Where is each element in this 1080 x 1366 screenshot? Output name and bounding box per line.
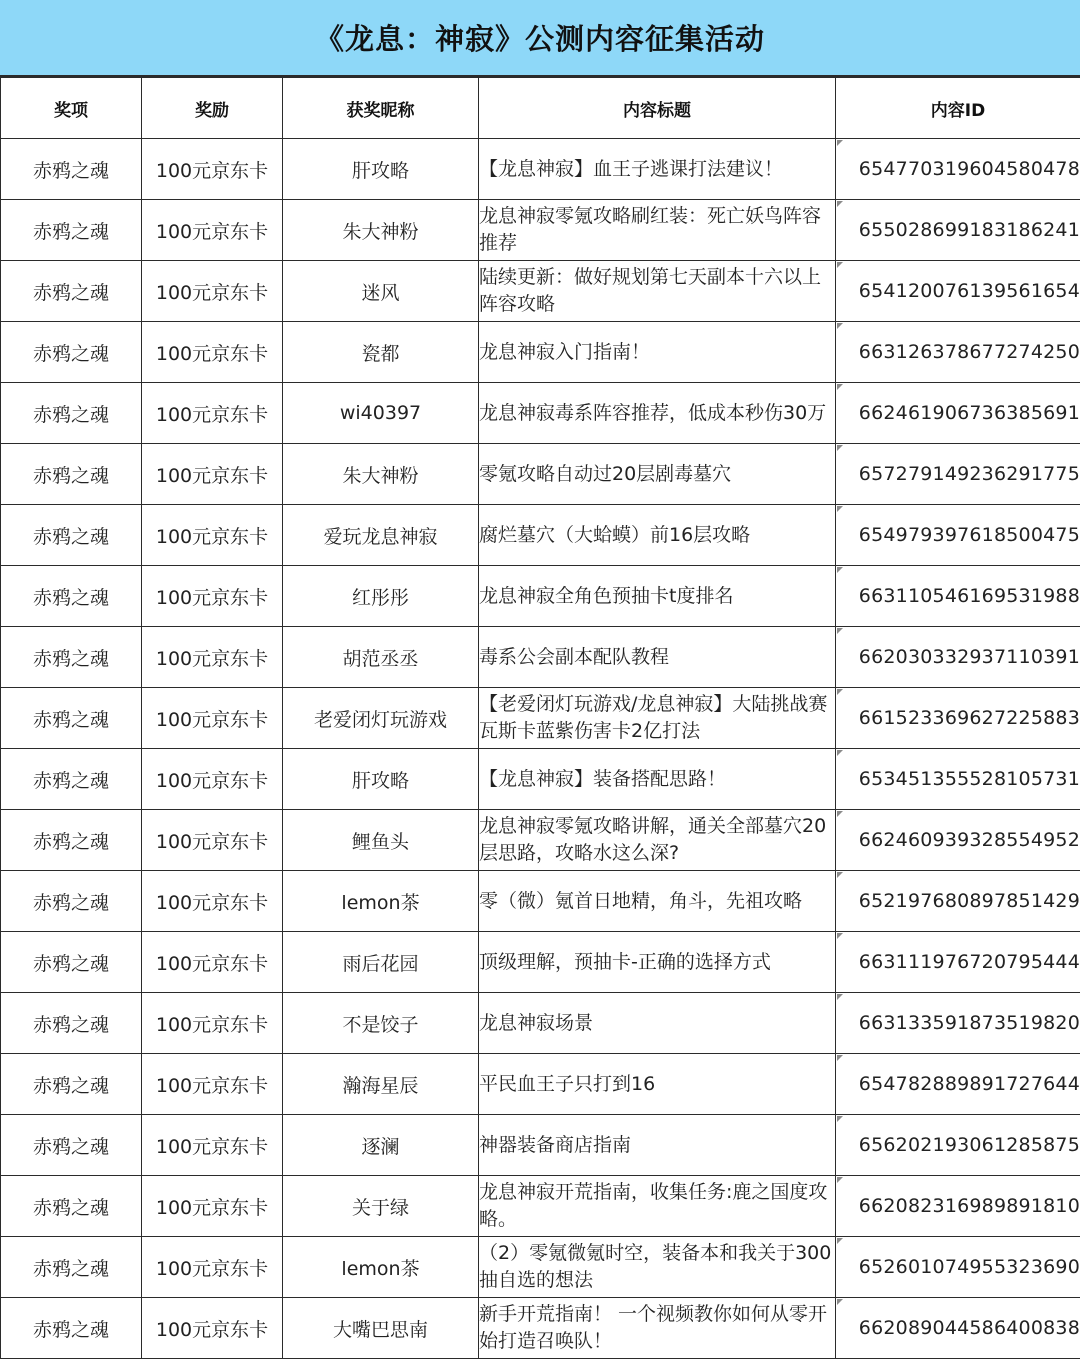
cell-content-id [836, 1298, 1080, 1359]
cell-award-text: 赤鸦之魂 [32, 769, 109, 792]
cell-content-title-text: 腐烂墓穴（大蛤蟆）前16层攻略 [479, 523, 751, 546]
cell-award [1, 1176, 142, 1237]
cell-nickname-text: 不是饺子 [342, 1013, 419, 1036]
cell-content-id-text: 662082316989891810 [858, 1195, 1080, 1217]
cell-award [1, 261, 142, 322]
cell-content-id-text: 661523369627225883 [858, 707, 1080, 729]
cell-award-text: 赤鸦之魂 [32, 708, 109, 731]
cell-content-title [479, 383, 836, 444]
cell-reward [142, 871, 283, 932]
cell-nickname-text: 关于绿 [351, 1196, 409, 1219]
cell-content-title-text: 龙息神寂入门指南！ [479, 340, 651, 363]
cell-reward [142, 1115, 283, 1176]
table-row [1, 1237, 1080, 1298]
cell-content-title-text: 龙息神寂毒系阵容推荐，低成本秒伤30万 [479, 401, 827, 424]
cell-content-id [836, 139, 1080, 200]
cell-content-title-text: 【龙息神寂】血王子逃课打法建议！ [479, 157, 784, 180]
cell-nickname-text: 朱大神粉 [342, 464, 419, 487]
cell-award [1, 1237, 142, 1298]
header-content-title: 内容标题 [479, 78, 836, 139]
cell-content-id [836, 200, 1080, 261]
cell-reward [142, 505, 283, 566]
cell-award-text: 赤鸦之魂 [32, 647, 109, 670]
cell-reward-text: 100元京东卡 [155, 1318, 269, 1341]
cell-reward-text: 100元京东卡 [155, 769, 269, 792]
cell-nickname-text: 瀚海星辰 [342, 1074, 419, 1097]
cell-reward [142, 200, 283, 261]
cell-award-text: 赤鸦之魂 [32, 1135, 109, 1158]
cell-award-text: 赤鸦之魂 [32, 1196, 109, 1219]
cell-content-title-text: 顶级理解，预抽卡-正确的选择方式 [479, 950, 771, 973]
header-reward: 奖励 [142, 78, 283, 139]
cell-content-title-text: 【老爱闭灯玩游戏/龙息神寂】大陆挑战赛瓦斯卡蓝紫伤害卡2亿打法 [479, 693, 828, 742]
cell-content-title [479, 139, 836, 200]
cell-content-id-text: 657279149236291775 [858, 463, 1080, 485]
cell-nickname [283, 688, 479, 749]
cell-content-id-text: 654120076139561654 [858, 280, 1080, 302]
cell-content-title [479, 566, 836, 627]
cell-content-title [479, 1176, 836, 1237]
cell-content-title [479, 444, 836, 505]
cell-reward-text: 100元京东卡 [155, 281, 269, 304]
cell-content-title [479, 993, 836, 1054]
table-row [1, 139, 1080, 200]
table-row [1, 871, 1080, 932]
cell-award [1, 444, 142, 505]
cell-content-title-text: （2）零氪微氪时空，装备本和我关于300抽自选的想法 [479, 1242, 832, 1291]
cell-reward [142, 749, 283, 810]
cell-nickname [283, 1298, 479, 1359]
cell-nickname [283, 627, 479, 688]
cell-content-id [836, 688, 1080, 749]
cell-award-text: 赤鸦之魂 [32, 342, 109, 365]
table-body [1, 139, 1080, 1359]
cell-reward [142, 139, 283, 200]
cell-reward-text: 100元京东卡 [155, 525, 269, 548]
cell-content-title [479, 1054, 836, 1115]
cell-award [1, 139, 142, 200]
cell-nickname [283, 200, 479, 261]
cell-content-title [479, 261, 836, 322]
cell-nickname-text: lemon茶 [341, 891, 420, 914]
table-row [1, 261, 1080, 322]
cell-nickname [283, 261, 479, 322]
cell-award [1, 322, 142, 383]
cell-nickname [283, 566, 479, 627]
cell-award [1, 1054, 142, 1115]
cell-content-id-text: 652197680897851429 [858, 890, 1080, 912]
cell-reward-text: 100元京东卡 [155, 1196, 269, 1219]
table-row [1, 688, 1080, 749]
cell-nickname [283, 444, 479, 505]
cell-nickname [283, 1115, 479, 1176]
table-row [1, 566, 1080, 627]
cell-nickname [283, 322, 479, 383]
cell-reward [142, 688, 283, 749]
cell-content-title [479, 810, 836, 871]
cell-nickname-text: 瓷都 [361, 342, 400, 365]
header-nickname: 获奖昵称 [283, 78, 479, 139]
cell-award [1, 688, 142, 749]
cell-reward [142, 261, 283, 322]
cell-reward [142, 932, 283, 993]
cell-award-text: 赤鸦之魂 [32, 220, 109, 243]
table-row [1, 1298, 1080, 1359]
cell-reward-text: 100元京东卡 [155, 1074, 269, 1097]
cell-award-text: 赤鸦之魂 [32, 1074, 109, 1097]
table-row [1, 505, 1080, 566]
cell-nickname [283, 383, 479, 444]
cell-award [1, 505, 142, 566]
cell-award-text: 赤鸦之魂 [32, 464, 109, 487]
cell-content-id [836, 566, 1080, 627]
cell-award [1, 566, 142, 627]
cell-nickname-text: 朱大神粉 [342, 220, 419, 243]
cell-reward [142, 1237, 283, 1298]
award-table [0, 77, 1080, 1359]
cell-reward [142, 444, 283, 505]
cell-reward-text: 100元京东卡 [155, 1013, 269, 1036]
cell-reward-text: 100元京东卡 [155, 891, 269, 914]
table-row [1, 810, 1080, 871]
cell-nickname-text: 逐澜 [361, 1135, 400, 1158]
cell-content-id-text: 662030332937110391 [858, 646, 1080, 668]
cell-nickname-text: wi40397 [339, 402, 422, 424]
cell-content-id [836, 1054, 1080, 1115]
cell-nickname-text: 红彤彤 [351, 586, 409, 609]
cell-content-id [836, 1176, 1080, 1237]
cell-content-id [836, 810, 1080, 871]
cell-content-id [836, 1115, 1080, 1176]
cell-content-title [479, 871, 836, 932]
cell-content-title [479, 1115, 836, 1176]
cell-content-title-text: 龙息神寂零氪攻略讲解，通关全部墓穴20层思路，攻略水这么深? [479, 815, 827, 864]
cell-nickname-text: 肝攻略 [351, 769, 409, 792]
cell-reward-text: 100元京东卡 [155, 1257, 269, 1280]
cell-content-title [479, 1237, 836, 1298]
cell-award [1, 1298, 142, 1359]
cell-content-title [479, 627, 836, 688]
cell-content-id-text: 662089044586400838 [858, 1317, 1080, 1339]
cell-nickname [283, 505, 479, 566]
table-row [1, 1176, 1080, 1237]
cell-nickname [283, 1237, 479, 1298]
cell-content-title-text: 神器装备商店指南 [479, 1133, 632, 1156]
table-row [1, 383, 1080, 444]
cell-nickname [283, 1176, 479, 1237]
cell-content-title [479, 1298, 836, 1359]
cell-content-title-text: 零氪攻略自动过20层剧毒墓穴 [479, 462, 732, 485]
cell-content-id [836, 261, 1080, 322]
cell-nickname [283, 993, 479, 1054]
cell-reward-text: 100元京东卡 [155, 342, 269, 365]
cell-award-text: 赤鸦之魂 [32, 1318, 109, 1341]
cell-award [1, 627, 142, 688]
cell-content-id [836, 505, 1080, 566]
cell-content-id-text: 654770319604580478 [858, 158, 1080, 180]
cell-reward [142, 1054, 283, 1115]
cell-award [1, 749, 142, 810]
cell-content-id-text: 663111976720795444 [858, 951, 1080, 973]
cell-content-id [836, 993, 1080, 1054]
cell-nickname-text: 肝攻略 [351, 159, 409, 182]
cell-content-id [836, 932, 1080, 993]
cell-content-title [479, 322, 836, 383]
cell-award [1, 200, 142, 261]
cell-award-text: 赤鸦之魂 [32, 952, 109, 975]
cell-content-id [836, 383, 1080, 444]
cell-nickname-text: 老爱闭灯玩游戏 [313, 708, 447, 731]
cell-award-text: 赤鸦之魂 [32, 891, 109, 914]
cell-content-id-text: 653451355528105731 [858, 768, 1080, 790]
table-row [1, 993, 1080, 1054]
cell-content-id-text: 654782889891727644 [858, 1073, 1080, 1095]
cell-content-id-text: 656202193061285875 [858, 1134, 1080, 1156]
cell-award [1, 871, 142, 932]
cell-content-title-text: 陆续更新：做好规划第七天副本十六以上阵容攻略 [479, 266, 822, 315]
cell-reward-text: 100元京东卡 [155, 830, 269, 853]
cell-nickname-text: 迷风 [361, 281, 400, 304]
cell-reward-text: 100元京东卡 [155, 952, 269, 975]
page-title: 《龙息：神寂》公测内容征集活动 [314, 22, 765, 56]
table-row [1, 444, 1080, 505]
cell-reward-text: 100元京东卡 [155, 403, 269, 426]
cell-reward [142, 810, 283, 871]
cell-content-id [836, 749, 1080, 810]
cell-content-id-text: 654979397618500475 [858, 524, 1080, 546]
cell-award [1, 810, 142, 871]
table-row [1, 749, 1080, 810]
cell-reward-text: 100元京东卡 [155, 220, 269, 243]
cell-reward-text: 100元京东卡 [155, 647, 269, 670]
cell-content-id-text: 663126378677274250 [858, 341, 1080, 363]
cell-content-title [479, 932, 836, 993]
cell-nickname [283, 810, 479, 871]
cell-content-title-text: 毒系公会副本配队教程 [479, 645, 670, 668]
cell-content-id [836, 444, 1080, 505]
cell-award-text: 赤鸦之魂 [32, 281, 109, 304]
header-content-id: 内容ID [836, 78, 1080, 139]
cell-award-text: 赤鸦之魂 [32, 830, 109, 853]
cell-reward-text: 100元京东卡 [155, 464, 269, 487]
cell-nickname [283, 871, 479, 932]
cell-reward-text: 100元京东卡 [155, 586, 269, 609]
cell-content-id-text: 655028699183186241 [858, 219, 1080, 241]
cell-nickname [283, 749, 479, 810]
cell-reward [142, 993, 283, 1054]
cell-content-title-text: 龙息神寂场景 [479, 1011, 594, 1034]
cell-reward [142, 322, 283, 383]
cell-nickname [283, 1054, 479, 1115]
cell-award [1, 1115, 142, 1176]
table-row [1, 627, 1080, 688]
header-award: 奖项 [1, 78, 142, 139]
cell-content-id-text: 662461906736385691 [858, 402, 1080, 424]
cell-content-title-text: 新手开荒指南！ 一个视频教你如何从零开始打造召唤队！ [479, 1303, 828, 1352]
cell-reward [142, 566, 283, 627]
cell-content-id-text: 662460939328554952 [858, 829, 1080, 851]
cell-content-title [479, 505, 836, 566]
cell-reward-text: 100元京东卡 [155, 159, 269, 182]
cell-award-text: 赤鸦之魂 [32, 1013, 109, 1036]
table-row [1, 932, 1080, 993]
cell-content-id-text: 652601074955323690 [858, 1256, 1080, 1278]
cell-nickname-text: 鲤鱼头 [351, 830, 409, 853]
cell-award-text: 赤鸦之魂 [32, 525, 109, 548]
cell-reward-text: 100元京东卡 [155, 1135, 269, 1158]
cell-content-title [479, 688, 836, 749]
cell-nickname-text: 爱玩龙息神寂 [323, 525, 438, 548]
cell-content-id [836, 1237, 1080, 1298]
cell-nickname [283, 932, 479, 993]
cell-content-title [479, 200, 836, 261]
table-row [1, 322, 1080, 383]
cell-content-title [479, 749, 836, 810]
cell-nickname-text: 大嘴巴思南 [332, 1318, 428, 1341]
cell-content-title-text: 龙息神寂全角色预抽卡t度排名 [479, 584, 734, 607]
cell-content-id-text: 663133591873519820 [858, 1012, 1080, 1034]
table-row [1, 1115, 1080, 1176]
cell-nickname [283, 139, 479, 200]
cell-reward [142, 383, 283, 444]
cell-award-text: 赤鸦之魂 [32, 159, 109, 182]
cell-content-id [836, 322, 1080, 383]
cell-content-title-text: 龙息神寂开荒指南，收集任务:鹿之国度攻略。 [479, 1181, 828, 1230]
cell-award [1, 993, 142, 1054]
header-row [1, 78, 1080, 139]
cell-content-id [836, 627, 1080, 688]
table-row [1, 200, 1080, 261]
cell-nickname-text: 雨后花园 [342, 952, 419, 975]
cell-award-text: 赤鸦之魂 [32, 403, 109, 426]
cell-content-id [836, 871, 1080, 932]
cell-content-title-text: 龙息神寂零氪攻略刷红装：死亡妖鸟阵容推荐 [479, 205, 822, 254]
table-row [1, 1054, 1080, 1115]
cell-award [1, 383, 142, 444]
cell-reward [142, 1176, 283, 1237]
cell-content-id-text: 663110546169531988 [858, 585, 1080, 607]
cell-content-title-text: 【龙息神寂】装备搭配思路！ [479, 767, 727, 790]
cell-content-title-text: 零（微）氪首日地精，角斗，先祖攻略 [479, 889, 803, 912]
cell-award-text: 赤鸦之魂 [32, 1257, 109, 1280]
cell-nickname-text: lemon茶 [341, 1257, 420, 1280]
cell-nickname-text: 胡范丞丞 [342, 647, 419, 670]
cell-reward [142, 627, 283, 688]
title-bar [0, 0, 1080, 77]
cell-award-text: 赤鸦之魂 [32, 586, 109, 609]
cell-award [1, 932, 142, 993]
cell-content-title-text: 平民血王子只打到16 [479, 1072, 656, 1095]
cell-reward [142, 1298, 283, 1359]
cell-reward-text: 100元京东卡 [155, 708, 269, 731]
